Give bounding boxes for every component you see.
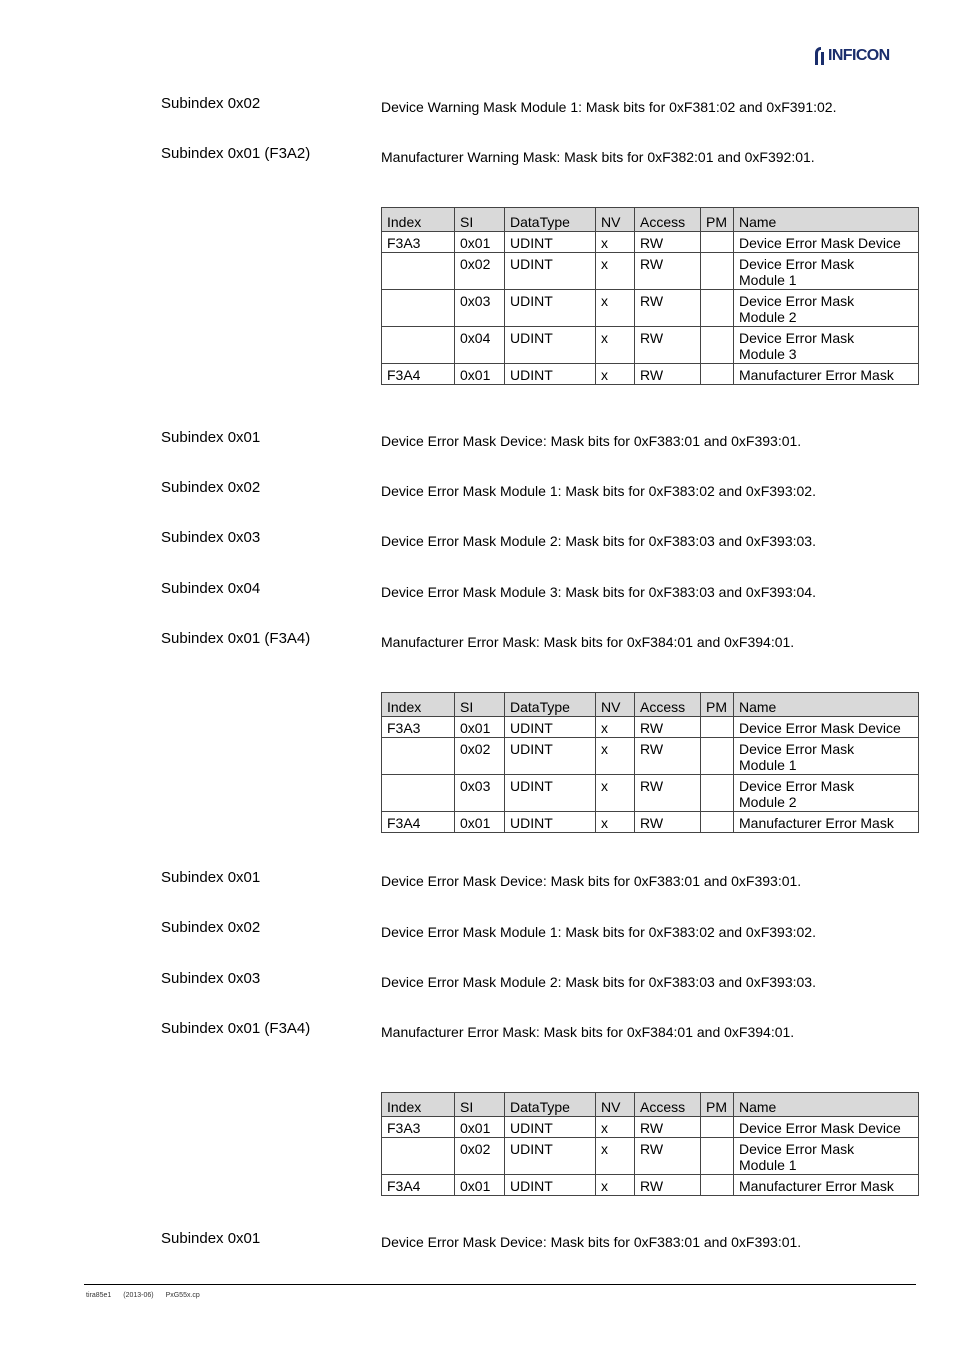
subindex-description: Device Error Mask Device: Mask bits for 0xF383:01 and 0xF393:01. bbox=[381, 433, 802, 449]
table-cell bbox=[701, 775, 734, 812]
table-row bbox=[382, 738, 919, 775]
object-table bbox=[381, 692, 919, 833]
table-cell: UDINT bbox=[505, 1117, 596, 1138]
table-cell: Device Error Mask Module 3 bbox=[734, 327, 919, 364]
subindex-description: Device Error Mask Module 2: Mask bits for 0xF383:03 and 0xF393:03. bbox=[381, 533, 816, 549]
column-header: Index bbox=[382, 693, 455, 717]
column-header: NV bbox=[596, 1093, 635, 1117]
column-header: Index bbox=[382, 1093, 455, 1117]
footer-divider bbox=[84, 1284, 916, 1285]
table-cell: x bbox=[596, 253, 635, 290]
subindex-label: Subindex 0x01 bbox=[161, 869, 261, 886]
table-cell: 0x01 bbox=[455, 1117, 505, 1138]
table-cell: F3A4 bbox=[382, 364, 455, 385]
subindex-description: Manufacturer Error Mask: Mask bits for 0xF384:01 and 0xF394:01. bbox=[381, 1024, 795, 1040]
column-header: NV bbox=[596, 693, 635, 717]
table-cell: x bbox=[596, 232, 635, 253]
table-cell: Device Error Mask Device bbox=[734, 232, 919, 253]
table-cell: RW bbox=[635, 1117, 701, 1138]
footer bbox=[86, 1292, 210, 1299]
subindex-description: Device Error Mask Module 3: Mask bits for 0xF383:03 and 0xF393:04. bbox=[381, 584, 816, 600]
table-cell: 0x02 bbox=[455, 1138, 505, 1175]
table-header-row bbox=[382, 1093, 919, 1117]
table-cell bbox=[701, 1175, 734, 1196]
column-header: PM bbox=[701, 693, 734, 717]
table-cell: 0x03 bbox=[455, 775, 505, 812]
table-cell: Device Error Mask Device bbox=[734, 1117, 919, 1138]
table-cell: UDINT bbox=[505, 327, 596, 364]
table-cell: x bbox=[596, 1175, 635, 1196]
table-cell: F3A3 bbox=[382, 717, 455, 738]
subindex-description: Device Error Mask Module 1: Mask bits for 0xF383:02 and 0xF393:02. bbox=[381, 924, 816, 940]
column-header: NV bbox=[596, 208, 635, 232]
subindex-label: Subindex 0x02 bbox=[161, 95, 261, 112]
table-row bbox=[382, 775, 919, 812]
table-cell: RW bbox=[635, 232, 701, 253]
table-cell: RW bbox=[635, 364, 701, 385]
logo-text: INFICON bbox=[828, 47, 890, 64]
table-cell: x bbox=[596, 717, 635, 738]
table-cell: 0x03 bbox=[455, 290, 505, 327]
subindex-label: Subindex 0x03 bbox=[161, 970, 261, 987]
table-cell: RW bbox=[635, 717, 701, 738]
table-cell: F3A4 bbox=[382, 1175, 455, 1196]
subindex-label: Subindex 0x01 bbox=[161, 429, 261, 446]
table-cell: 0x01 bbox=[455, 232, 505, 253]
table-cell: Manufacturer Error Mask bbox=[734, 1175, 919, 1196]
table-cell: UDINT bbox=[505, 738, 596, 775]
table-cell: Manufacturer Error Mask bbox=[734, 812, 919, 833]
table-cell: RW bbox=[635, 327, 701, 364]
table-cell bbox=[701, 1138, 734, 1175]
table-cell bbox=[701, 232, 734, 253]
table-cell: x bbox=[596, 1117, 635, 1138]
table-cell bbox=[382, 775, 455, 812]
table-cell: RW bbox=[635, 812, 701, 833]
table-cell bbox=[382, 1138, 455, 1175]
column-header: Access bbox=[635, 1093, 701, 1117]
column-header: SI bbox=[455, 208, 505, 232]
table-cell: RW bbox=[635, 253, 701, 290]
table-cell: RW bbox=[635, 1138, 701, 1175]
table-cell: 0x04 bbox=[455, 327, 505, 364]
table-cell: Device Error Mask Module 2 bbox=[734, 290, 919, 327]
table-cell bbox=[701, 327, 734, 364]
table-row bbox=[382, 1117, 919, 1138]
inficon-logo bbox=[812, 44, 890, 68]
table-row bbox=[382, 1175, 919, 1196]
footer-doc-id: tira85e1 bbox=[86, 1292, 112, 1299]
table-cell bbox=[701, 364, 734, 385]
column-header: DataType bbox=[505, 1093, 596, 1117]
table-header-row bbox=[382, 208, 919, 232]
column-header: SI bbox=[455, 693, 505, 717]
table-row bbox=[382, 232, 919, 253]
column-header: Name bbox=[734, 208, 919, 232]
table-cell: RW bbox=[635, 1175, 701, 1196]
subindex-label: Subindex 0x02 bbox=[161, 479, 261, 496]
table-cell: UDINT bbox=[505, 253, 596, 290]
table-cell: UDINT bbox=[505, 290, 596, 327]
table-cell: Device Error Mask Device bbox=[734, 717, 919, 738]
table-cell: 0x01 bbox=[455, 364, 505, 385]
subindex-description: Device Error Mask Module 2: Mask bits for 0xF383:03 and 0xF393:03. bbox=[381, 974, 816, 990]
table-row bbox=[382, 717, 919, 738]
subindex-description: Manufacturer Error Mask: Mask bits for 0xF384:01 and 0xF394:01. bbox=[381, 634, 795, 650]
table-cell: RW bbox=[635, 290, 701, 327]
table-row bbox=[382, 364, 919, 385]
table-cell: UDINT bbox=[505, 775, 596, 812]
table-cell: UDINT bbox=[505, 1138, 596, 1175]
table-cell: x bbox=[596, 364, 635, 385]
column-header: Index bbox=[382, 208, 455, 232]
table-cell bbox=[382, 290, 455, 327]
table-cell bbox=[701, 812, 734, 833]
table-cell: UDINT bbox=[505, 1175, 596, 1196]
table-cell: 0x01 bbox=[455, 1175, 505, 1196]
table-cell bbox=[382, 327, 455, 364]
table-cell: Device Error Mask Module 1 bbox=[734, 1138, 919, 1175]
subindex-description: Device Error Mask Device: Mask bits for 0xF383:01 and 0xF393:01. bbox=[381, 1234, 802, 1250]
subindex-description: Device Error Mask Device: Mask bits for 0xF383:01 and 0xF393:01. bbox=[381, 873, 802, 889]
table-cell bbox=[701, 717, 734, 738]
table-row bbox=[382, 290, 919, 327]
table-cell: x bbox=[596, 1138, 635, 1175]
table-cell: x bbox=[596, 327, 635, 364]
table-row bbox=[382, 253, 919, 290]
table-cell: UDINT bbox=[505, 717, 596, 738]
table-cell: x bbox=[596, 812, 635, 833]
table-cell: F3A3 bbox=[382, 1117, 455, 1138]
column-header: PM bbox=[701, 1093, 734, 1117]
subindex-label: Subindex 0x03 bbox=[161, 529, 261, 546]
table-header-row bbox=[382, 693, 919, 717]
table-cell bbox=[701, 253, 734, 290]
table-row bbox=[382, 327, 919, 364]
column-header: Access bbox=[635, 693, 701, 717]
column-header: SI bbox=[455, 1093, 505, 1117]
table-cell bbox=[701, 738, 734, 775]
table-cell: Device Error Mask Module 1 bbox=[734, 253, 919, 290]
column-header: PM bbox=[701, 208, 734, 232]
table-row bbox=[382, 1138, 919, 1175]
table-cell: Device Error Mask Module 1 bbox=[734, 738, 919, 775]
footer-file: PxG55x.cp bbox=[165, 1292, 200, 1299]
table-cell: x bbox=[596, 775, 635, 812]
table-row bbox=[382, 812, 919, 833]
table-cell bbox=[701, 290, 734, 327]
subindex-description: Device Warning Mask Module 1: Mask bits for 0xF381:02 and 0xF391:02. bbox=[381, 99, 837, 115]
subindex-label: Subindex 0x02 bbox=[161, 919, 261, 936]
subindex-description: Device Error Mask Module 1: Mask bits for 0xF383:02 and 0xF393:02. bbox=[381, 483, 816, 499]
table-cell: UDINT bbox=[505, 232, 596, 253]
table-cell: F3A3 bbox=[382, 232, 455, 253]
subindex-label: Subindex 0x01 (F3A4) bbox=[161, 1020, 311, 1037]
column-header: Name bbox=[734, 693, 919, 717]
column-header: Name bbox=[734, 1093, 919, 1117]
table-cell: Device Error Mask Module 2 bbox=[734, 775, 919, 812]
subindex-label: Subindex 0x01 (F3A2) bbox=[161, 145, 311, 162]
table-cell bbox=[701, 1117, 734, 1138]
table-cell: RW bbox=[635, 738, 701, 775]
table-cell: RW bbox=[635, 775, 701, 812]
table-cell: Manufacturer Error Mask bbox=[734, 364, 919, 385]
table-cell: UDINT bbox=[505, 364, 596, 385]
table-cell: UDINT bbox=[505, 812, 596, 833]
table-cell bbox=[382, 738, 455, 775]
subindex-label: Subindex 0x04 bbox=[161, 580, 261, 597]
column-header: Access bbox=[635, 208, 701, 232]
subindex-label: Subindex 0x01 bbox=[161, 1230, 261, 1247]
subindex-description: Manufacturer Warning Mask: Mask bits for 0xF382:01 and 0xF392:01. bbox=[381, 149, 815, 165]
table-cell: F3A4 bbox=[382, 812, 455, 833]
column-header: DataType bbox=[505, 693, 596, 717]
table-cell: 0x02 bbox=[455, 253, 505, 290]
subindex-label: Subindex 0x01 (F3A4) bbox=[161, 630, 311, 647]
inficon-mark-icon bbox=[812, 46, 826, 66]
table-cell: 0x02 bbox=[455, 738, 505, 775]
table-cell: x bbox=[596, 738, 635, 775]
column-header: DataType bbox=[505, 208, 596, 232]
object-table bbox=[381, 1092, 919, 1196]
footer-date: (2013-06) bbox=[123, 1292, 154, 1299]
table-cell bbox=[382, 253, 455, 290]
object-table bbox=[381, 207, 919, 385]
table-cell: 0x01 bbox=[455, 717, 505, 738]
table-cell: 0x01 bbox=[455, 812, 505, 833]
table-cell: x bbox=[596, 290, 635, 327]
